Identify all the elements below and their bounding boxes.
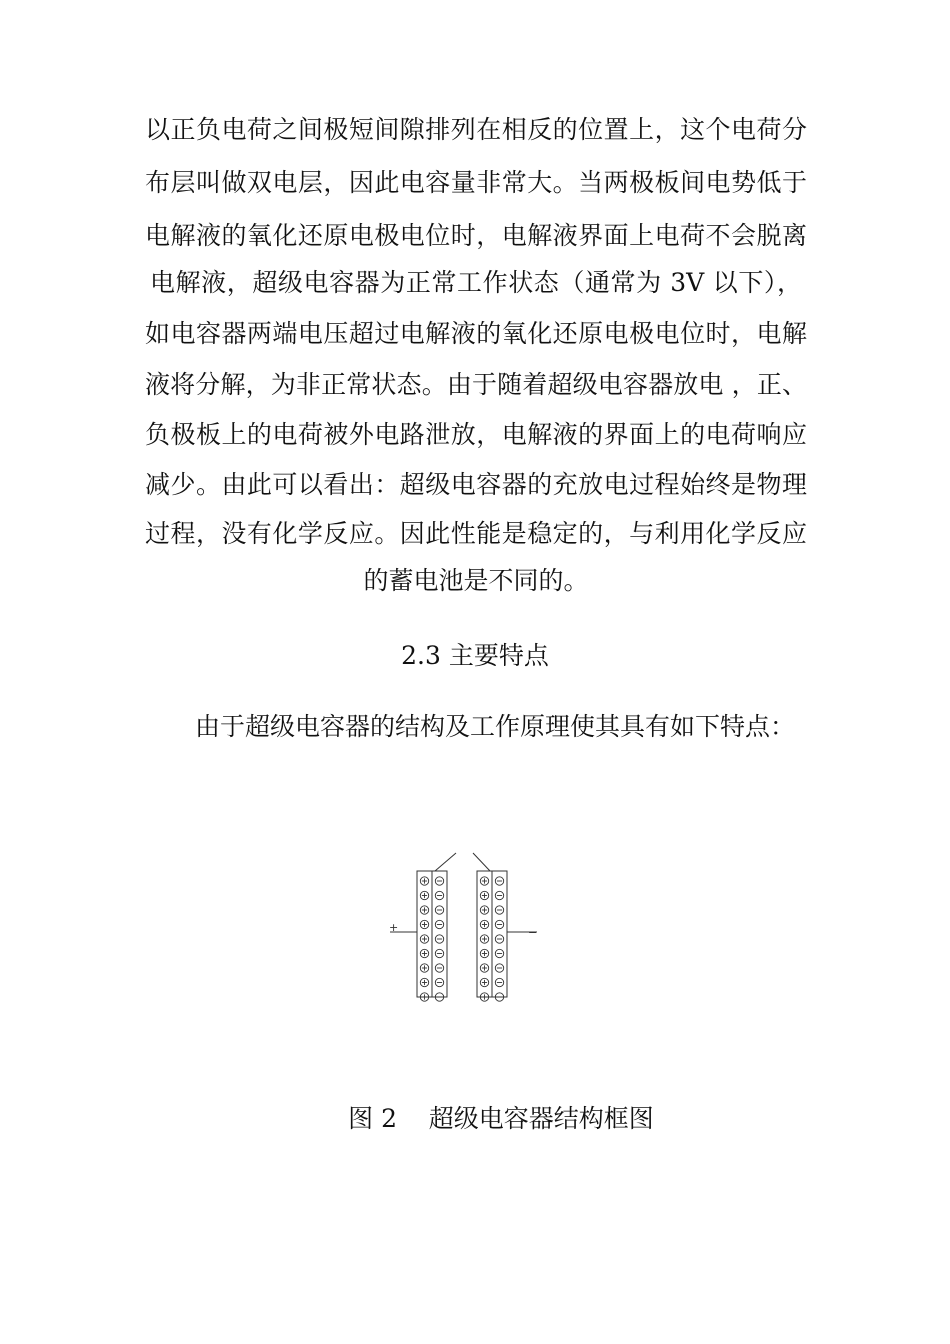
positive-terminal-label: +	[389, 921, 399, 934]
paragraph-line: 过程，没有化学反应。因此性能是稳定的，与利用化学反应	[145, 519, 807, 548]
section-heading: 2.3 主要特点	[401, 641, 549, 670]
paragraph-line: 以正负电荷之间极短间隙排列在相反的位置上，这个电荷分	[145, 115, 807, 144]
figure-caption: 图 2 超级电容器结构框图	[348, 1104, 654, 1133]
paragraph-line: 布层叫做双电层，因此电容量非常大。当两极板间电势低于	[145, 168, 807, 197]
paragraph-line: 减少。由此可以看出：超级电容器的充放电过程始终是物理	[145, 470, 807, 499]
pointer-line-right	[473, 853, 490, 871]
negative-terminal-label: −	[528, 926, 538, 939]
paragraph-line: 电解液，超级电容器为正常工作状态（通常为 3V 以下），	[150, 268, 802, 297]
pointer-line-left	[435, 853, 456, 871]
section-intro: 由于超级电容器的结构及工作原理使其具有如下特点：	[195, 712, 796, 741]
paragraph-line: 如电容器两端电压超过电解液的氧化还原电极电位时，电解	[145, 319, 807, 348]
paragraph-line: 液将分解，为非正常状态。由于随着超级电容器放电 ，正、	[145, 370, 807, 399]
paragraph-line: 电解液的氧化还原电极电位时，电解液界面上电荷不会脱离	[145, 221, 807, 250]
paragraph-line: 的蓄电池是不同的。	[363, 566, 589, 595]
supercapacitor-structure-diagram	[380, 845, 550, 1005]
paragraph-line: 负极板上的电荷被外电路泄放，电解液的界面上的电荷响应	[145, 420, 807, 449]
